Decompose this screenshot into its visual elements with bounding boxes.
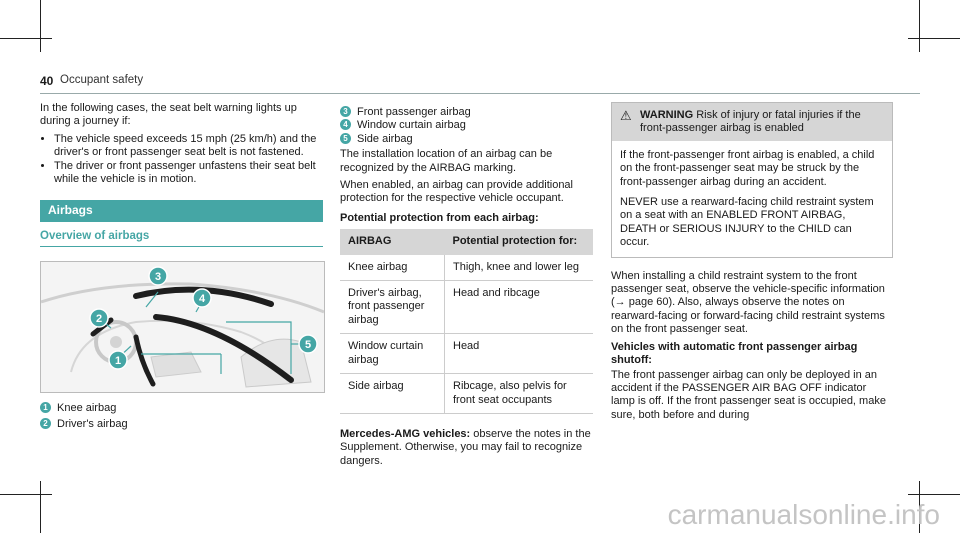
amg-note-text: observe the notes in the Supplement. Otherwise, you may fail to recognize dangers. — [340, 427, 591, 467]
caption-item — [340, 106, 593, 119]
callout-label: 5 — [304, 339, 312, 352]
table-cell: Driver's airbag, front passenger airbag — [340, 281, 445, 334]
caption-item — [40, 402, 323, 415]
crop-mark — [40, 481, 41, 533]
intro-text: In the following cases, the seat belt warning lights up during a journey if: — [40, 102, 297, 128]
callout-label: 1 — [114, 355, 122, 368]
crop-mark — [908, 494, 960, 495]
column-3 — [611, 102, 893, 426]
crop-mark — [919, 0, 920, 52]
caption-text: Window curtain airbag — [357, 119, 466, 132]
amg-note — [340, 428, 593, 468]
header-divider — [40, 93, 920, 94]
table-row — [340, 255, 593, 281]
caption-text: Front passenger airbag — [357, 106, 471, 118]
table-cell: Window curtain airbag — [340, 334, 445, 374]
page-number: 40 — [40, 74, 54, 88]
condition-list — [40, 133, 323, 187]
table-row — [340, 281, 593, 334]
crop-mark — [908, 38, 960, 39]
shutoff-text: The front passenger airbag can only be deployed in an accident if the PASSENGER AIR BAG OFF indicator lamp is off. If the front passenger seat is occupied, make sure, both before and during — [611, 368, 886, 421]
table-cell: Head and ribcage — [445, 281, 594, 334]
caption-number: 1 — [40, 402, 51, 413]
table-cell: Side airbag — [340, 374, 445, 414]
airbag-overview-figure — [40, 261, 325, 393]
warning-text: If the front-passenger front airbag is enabled, a child on the front-passenger seat may be struck by the front-passenger airbag during an accident. — [620, 148, 875, 188]
watermark: carmanualsonline.info — [667, 499, 940, 530]
crop-mark — [0, 494, 52, 495]
column-2 — [340, 106, 593, 472]
child-restraint-text: When installing a child restraint system to the front passenger seat, observe the vehicle-specific information (→ page 60). Also, always observe the notes on rearward-facing or forward-facing child restraint systems on the front passenger seat. — [611, 269, 885, 336]
table-header-cell: Potential protection for: — [445, 229, 594, 254]
warning-triangle-icon: ⚠ — [620, 108, 632, 123]
caption-item — [40, 418, 323, 431]
warning-title — [640, 109, 884, 136]
callout-label: 4 — [198, 293, 206, 306]
shutoff-heading: Vehicles with automatic front passenger airbag shutoff: — [611, 340, 858, 367]
airbag-marking-text: The installation location of an airbag can be recognized by the AIRBAG marking. — [340, 148, 553, 174]
table-heading: Potential protection from each airbag: — [340, 211, 539, 224]
table-header-cell: AIRBAG — [340, 229, 445, 254]
caption-text: Knee airbag — [57, 402, 117, 415]
warning-box — [611, 102, 893, 258]
warning-header — [612, 103, 892, 141]
crop-mark — [0, 38, 52, 39]
caption-number: 3 — [340, 106, 351, 117]
caption-number: 5 — [340, 133, 351, 144]
list-item: • The vehicle speed exceeds 15 mph (25 km/h) and the driver's or front passenger seat belt is not fastened. — [54, 133, 323, 160]
caption-number: 2 — [40, 418, 51, 429]
caption-number: 4 — [340, 119, 351, 130]
table-cell: Head — [445, 334, 594, 374]
airbag-protection-table — [340, 229, 593, 414]
section-title: Airbags — [40, 200, 323, 221]
table-header-row — [340, 229, 593, 254]
subsection-title: Overview of airbags — [40, 230, 323, 247]
crop-mark — [40, 0, 41, 52]
list-item: • The driver or front passenger unfastens their seat belt while the vehicle is in motion. — [54, 160, 323, 187]
caption-item — [340, 133, 593, 146]
table-cell: Ribcage, also pelvis for front seat occupants — [445, 374, 594, 414]
table-cell: Thigh, knee and lower leg — [445, 255, 594, 281]
airbag-protection-text: When enabled, an airbag can provide additional protection for the respective vehicle occupant. — [340, 179, 573, 205]
page-header-title: Occupant safety — [60, 74, 144, 86]
table-cell: Knee airbag — [340, 255, 445, 281]
caption-text: Driver's airbag — [57, 417, 128, 430]
figure-captions-continued — [340, 106, 593, 146]
warning-label: WARNING — [640, 109, 694, 121]
caption-item — [340, 119, 593, 132]
caption-text: Side airbag — [357, 132, 413, 145]
table-row — [340, 374, 593, 414]
warning-body — [612, 141, 892, 257]
callout-label: 2 — [95, 313, 103, 326]
column-1 — [40, 102, 323, 433]
amg-note-label: Mercedes-AMG vehicles: — [340, 427, 471, 440]
callout-label: 3 — [154, 271, 162, 284]
figure-captions — [40, 402, 323, 431]
car-interior-illustration — [41, 262, 324, 392]
table-row — [340, 334, 593, 374]
warning-text: NEVER use a rearward-facing child restraint system on a seat with an ENABLED FRONT AIRBAG, DEATH or SERIOUS INJURY to the CHILD can occur. — [620, 196, 874, 249]
warning-title-text: Risk of injury or fatal injuries if the front-passenger airbag is enabled — [640, 109, 861, 135]
